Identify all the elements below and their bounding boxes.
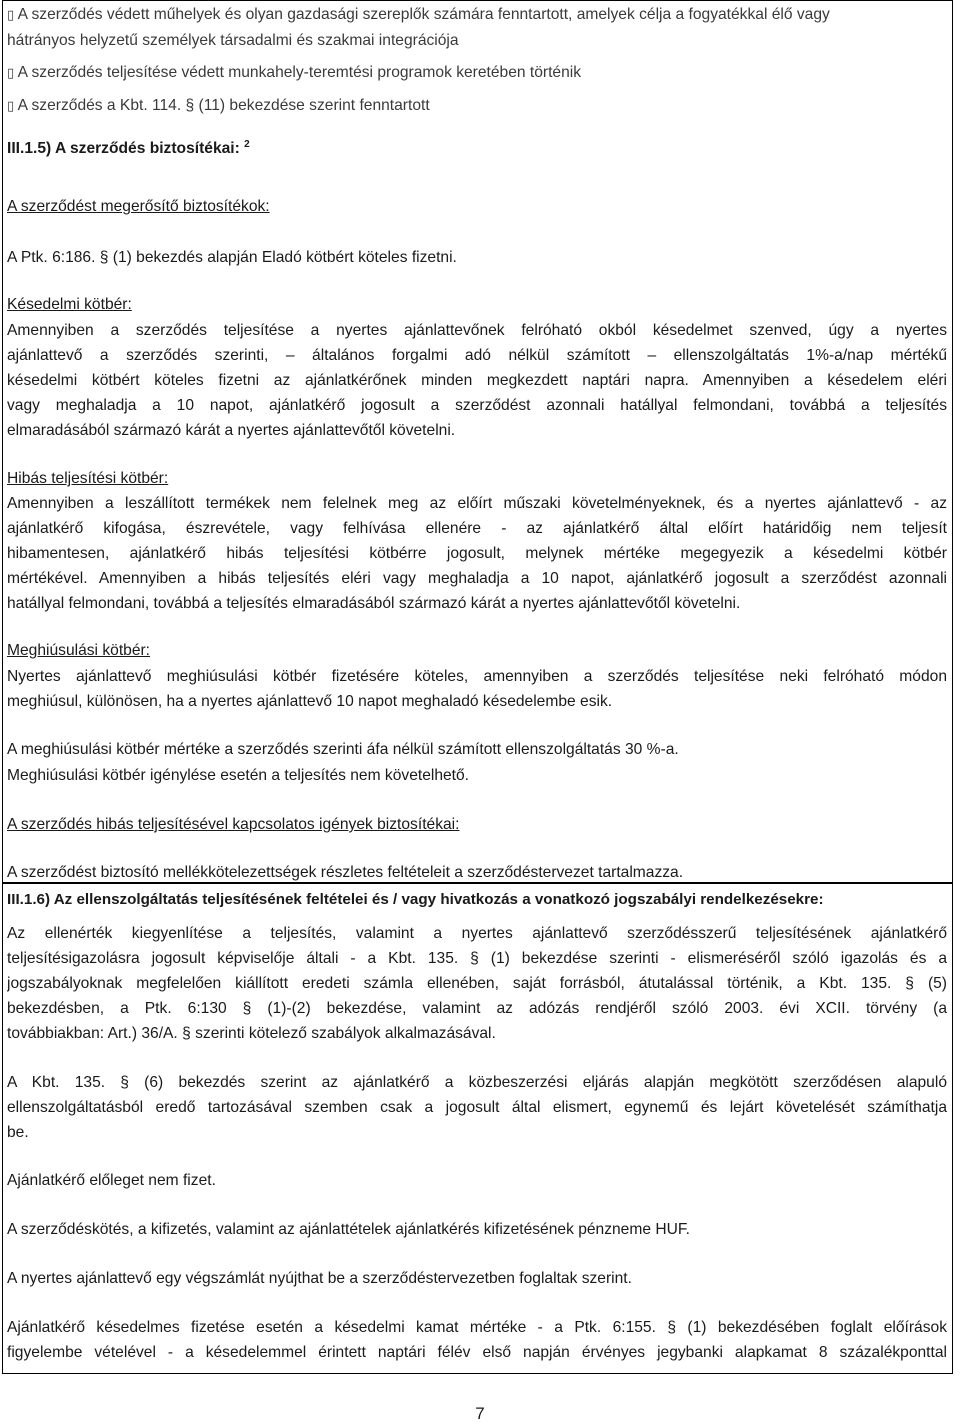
footnote-ref: 2	[244, 139, 250, 150]
section-heading: III.1.6) Az ellenszolgáltatás teljesítésének feltételei és / vagy hivatkozás a vonatkozó jogszabályi rendelkezésekre:	[7, 891, 824, 908]
section-payment-conditions	[2, 883, 953, 1374]
paragraph-line: A meghiúsulási kötbér mértéke a szerződés szerinti áfa nélkül számított ellenszolgáltatás 30 %-a.	[7, 741, 679, 758]
text-line: ▯ A szerződés teljesítése védett munkahely-teremtési programok keretében történik	[7, 64, 582, 81]
paragraph-line: továbbiakban: Art.) 36/A. § szerinti kötelező szabályok alkalmazásával.	[7, 1025, 496, 1042]
paragraph-line: bekezdésben, a Ptk. 6:130 § (1)-(2) bekezdése, valamint az adózás rendjéről szóló 2003. évi XCII. törvény (a	[7, 1000, 947, 1017]
paragraph-line: teljesítésigazolásra jogosult képviselője általi - a Kbt. 135. § (1) bekezdése szerinti - elismeréséről szóló igazolás és a	[7, 950, 947, 967]
paragraph-line: hatállyal felmondani, továbbá a teljesítés elmaradásából származó kárát a nyertes ajánlattevőtől követelni.	[7, 595, 741, 612]
paragraph-line: figyelembe vételével - a késedelemmel érintett naptári félév első napján érvényes jegybanki alapkamat 8 százalékponttal	[7, 1344, 947, 1361]
paragraph-title: A szerződés hibás teljesítésével kapcsolatos igények biztosítékai:	[7, 816, 460, 833]
paragraph-line: Meghiúsulási kötbér igénylése esetén a teljesítés nem követelhető.	[7, 767, 470, 784]
paragraph-line: ajánlattevő a szerződés szerinti, – általános forgalmi adó nélkül számított – ellenszolgáltatás 1%-a/nap mértékű	[7, 347, 947, 364]
text-line: A Ptk. 6:186. § (1) bekezdés alapján Eladó kötbért köteles fizetni.	[7, 249, 457, 266]
paragraph-line: jogszabályoknak megfelelően kiállított eredeti számla ellenében, saját forrásból, átutalással történik, a Kbt. 135. § (5)	[7, 975, 947, 992]
checkbox-icon: ▯	[7, 66, 15, 81]
text-line: ▯ A szerződés védett műhelyek és olyan gazdasági szereplők számára fenntartott, amelyek célja a fogyatékkal élő vagy	[7, 6, 830, 23]
paragraph-line: ajánlatkérő kifogása, észrevétele, vagy felhívása ellenére - az ajánlatkérő által előírt határidőig nem teljesít	[7, 520, 947, 537]
paragraph-line: A szerződést biztosító mellékkötelezettségek részletes feltételeit a szerződéstervezet tartalmazza.	[7, 864, 684, 881]
section-contract-guarantees	[2, 0, 953, 883]
paragraph-line: Ajánlatkérő késedelmes fizetése esetén a késedelmi kamat mértéke - a Ptk. 6:155. § (1) bekezdésében foglalt előírások	[7, 1319, 947, 1336]
paragraph-line: hibamentesen, ajánlatkérő hibás teljesítési kötbérre jogosult, melynek mértéke megegyezik a késedelmi kötbér	[7, 545, 947, 562]
section-heading: III.1.5) A szerződés biztosítékai: $^2$	[7, 139, 250, 157]
paragraph-line: A szerződéskötés, a kifizetés, valamint az ajánlattételek ajánlatkérés kifizetésének pénzneme HUF.	[7, 1221, 691, 1238]
paragraph-line: A Kbt. 135. § (6) bekezdés szerint az ajánlatkérő a közbeszerzési eljárás alapján megkötött szerződésen alapuló	[7, 1074, 947, 1091]
checkbox-icon: ▯	[7, 8, 15, 23]
text-line: hátrányos helyzetű személyek társadalmi és szakmai integrációja	[7, 32, 459, 49]
paragraph-line: késedelmi kötbért köteles fizetni az ajánlatkérőnek minden megkezdett naptári napra. Amennyiben a késedelem eléri	[7, 372, 947, 389]
paragraph-line: be.	[7, 1124, 29, 1141]
paragraph-title: Késedelmi kötbér:	[7, 296, 132, 313]
paragraph-line: Ajánlatkérő előleget nem fizet.	[7, 1172, 216, 1189]
paragraph-line: meghiúsul, különösen, ha a nyertes ajánlattevő 10 napot meghaladó késedelembe esik.	[7, 693, 613, 710]
paragraph-title: Hibás teljesítési kötbér:	[7, 470, 169, 487]
paragraph-line: elmaradásából származó kárát a nyertes ajánlattevőtől követelni.	[7, 422, 456, 439]
paragraph-title: Meghiúsulási kötbér:	[7, 642, 151, 659]
paragraph-line: A nyertes ajánlattevő egy végszámlát nyújthat be a szerződéstervezetben foglaltak szerint.	[7, 1270, 632, 1287]
text-line: ▯ A szerződés a Kbt. 114. § (11) bekezdése szerint fenntartott	[7, 97, 430, 114]
checkbox-icon: ▯	[7, 99, 15, 114]
paragraph-line: vagy meghaladja a 10 napot, ajánlatkérő jogosult a szerződést azonnali hatállyal felmondani, továbbá a teljesítés	[7, 397, 947, 414]
sub-heading: A szerződést megerősítő biztosítékok:	[7, 198, 270, 215]
paragraph-line: Amennyiben a szerződés teljesítése a nyertes ajánlattevőnek felróható okból késedelmet szenved, úgy a nyertes	[7, 322, 947, 339]
paragraph-line: Amennyiben a leszállított termékek nem felelnek meg az előírt műszaki követelményeknek, és a nyertes ajánlattevő - az	[7, 495, 947, 512]
paragraph-line: mértékével. Amennyiben a hibás teljesítés eléri vagy meghaladja a 10 napot, ajánlatkérő jogosult a szerződést azonnali	[7, 570, 947, 587]
paragraph-line: Az ellenérték kiegyenlítése a teljesítés, valamint a nyertes ajánlattevő szerződésszerű teljesítésének ajánlatkérő	[7, 925, 947, 942]
paragraph-line: ellenszolgáltatásból eredő tartozásával szemben csak a jogosult által elismert, egynemű és lejárt követelését számíthatja	[7, 1099, 947, 1116]
paragraph-line: Nyertes ajánlattevő meghiúsulási kötbér fizetésére köteles, amennyiben a szerződés teljesítése neki felróható módon	[7, 668, 947, 685]
page-number: 7	[475, 1404, 485, 1423]
